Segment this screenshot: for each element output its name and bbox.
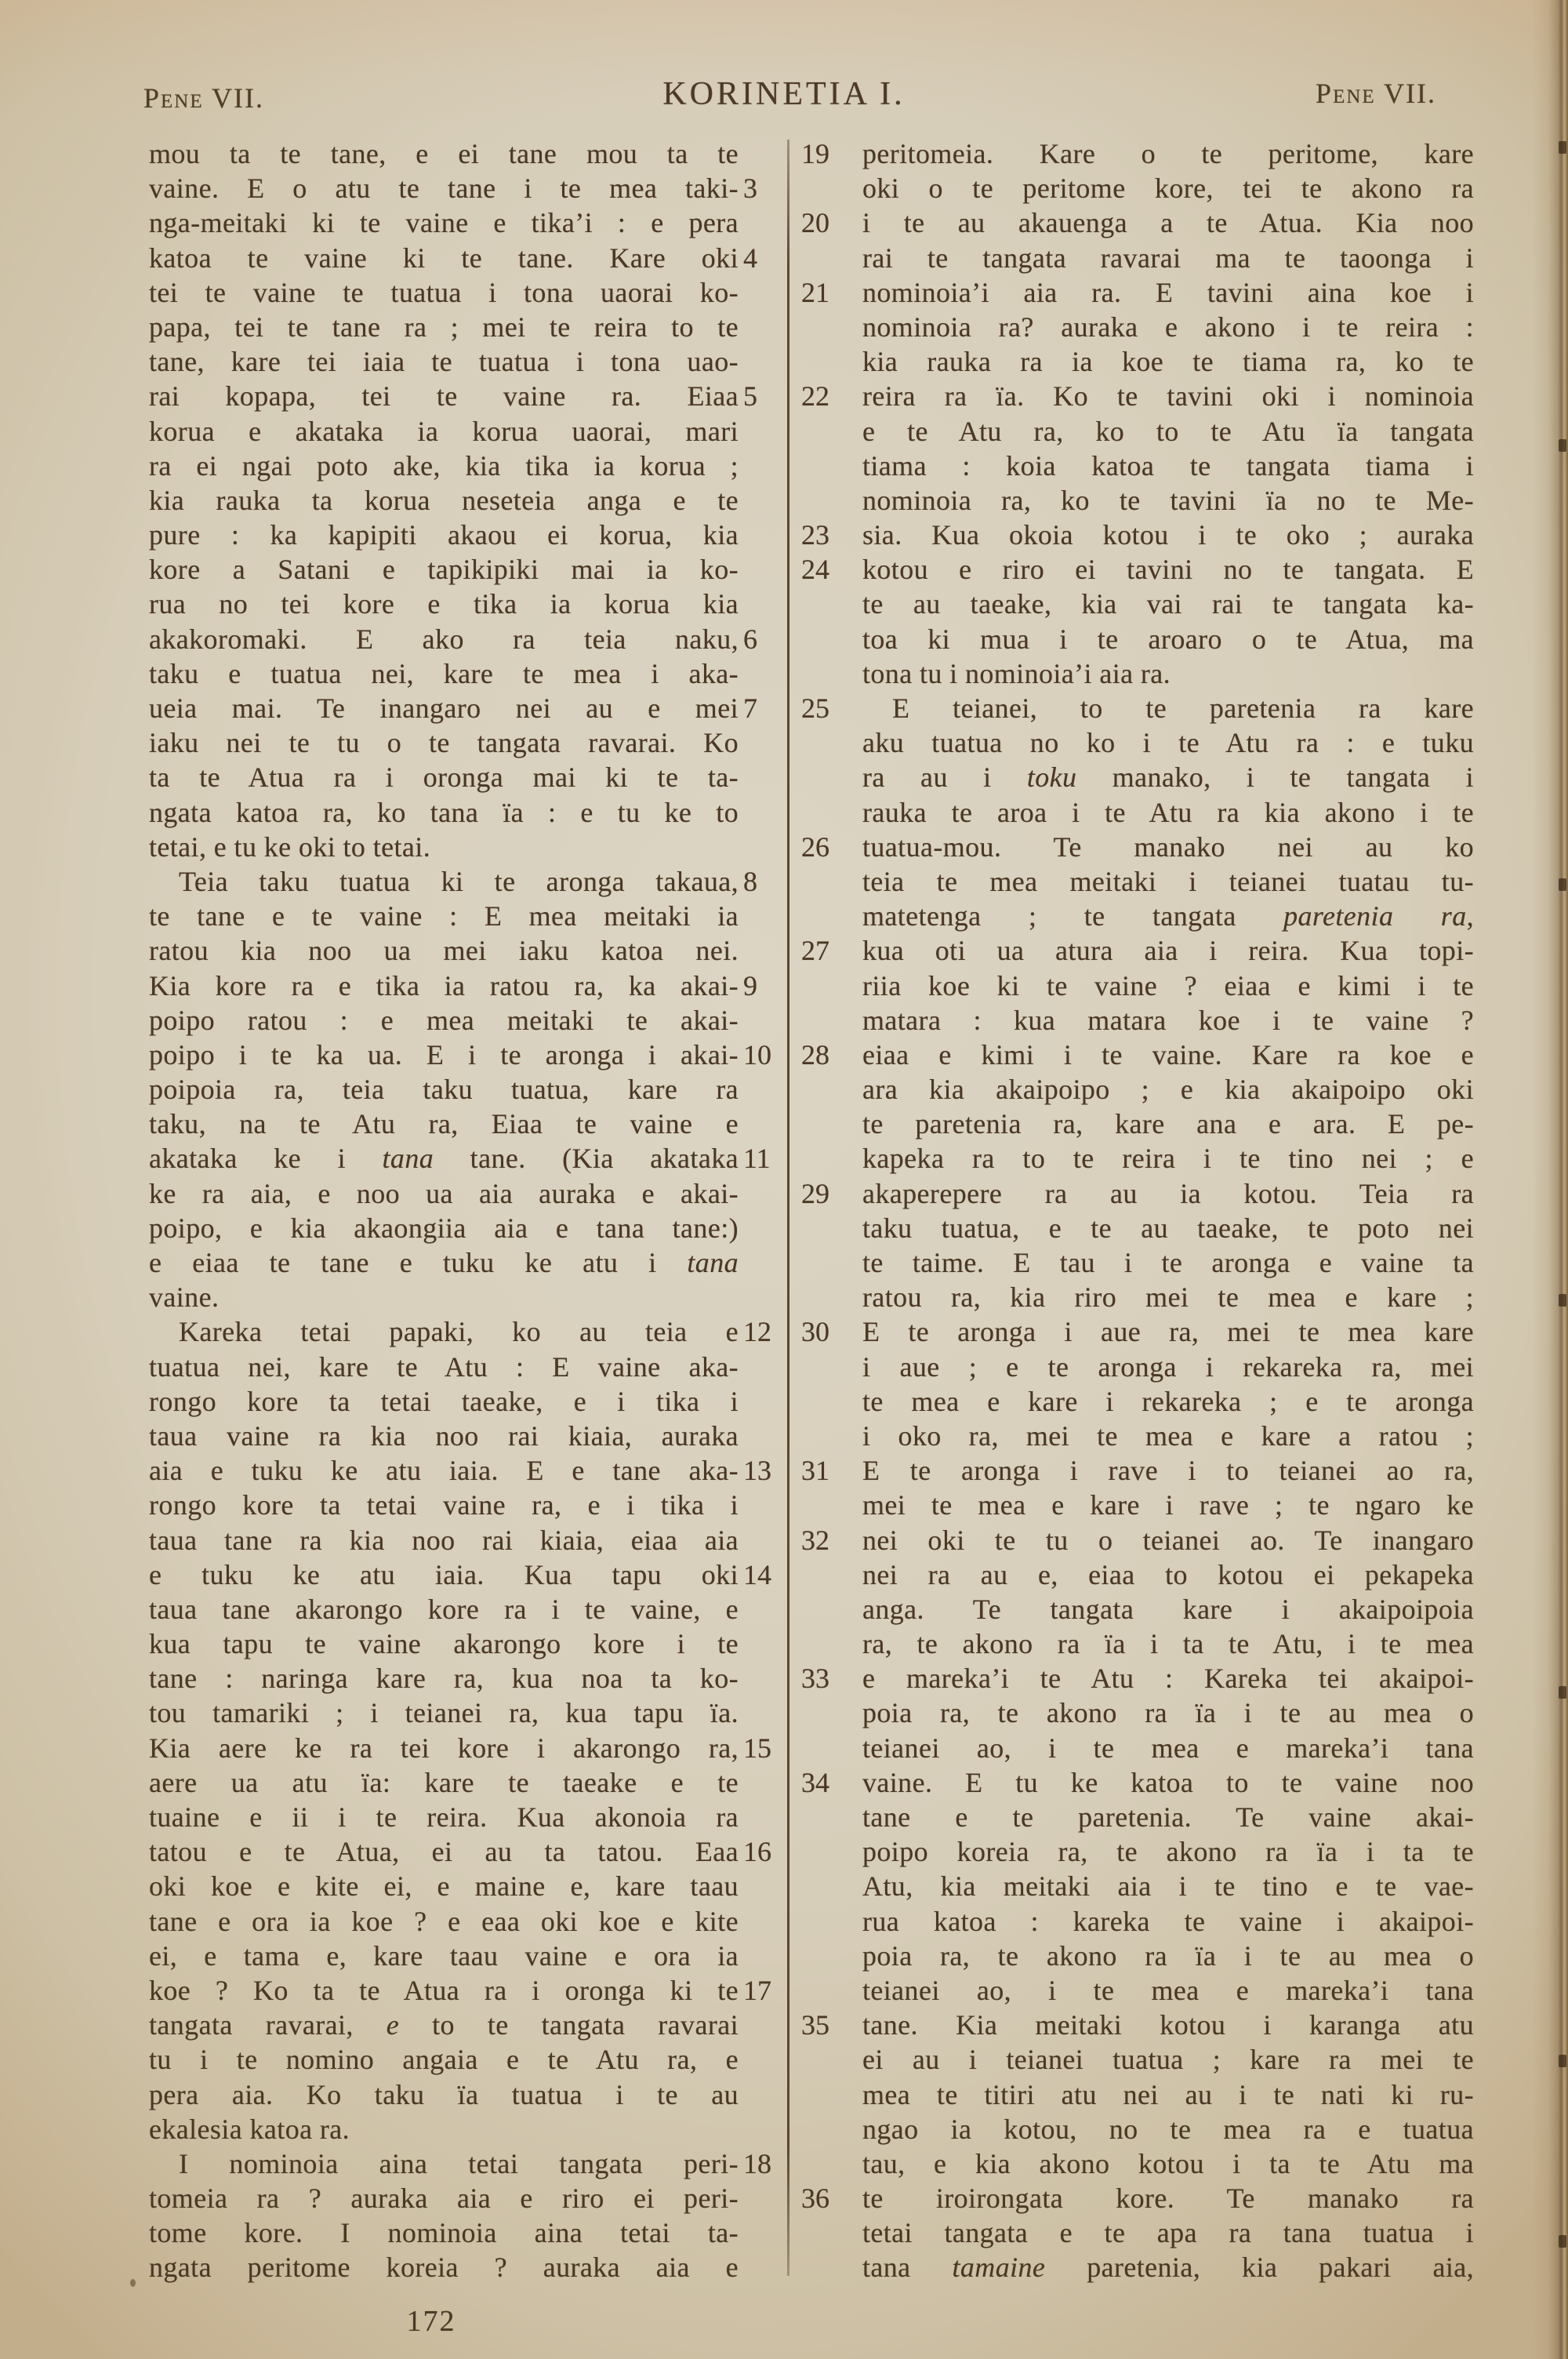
text-line <box>149 1003 739 1038</box>
verse-text: ei, e tama e, kare taau vaine e ora ia <box>149 1939 739 1972</box>
text-line <box>862 864 1474 899</box>
verse-text: ngata peritome koreia ? auraka aia e <box>149 2252 739 2284</box>
verse-number: 33 <box>801 1663 829 1695</box>
text-line <box>862 1834 1474 1869</box>
text-line <box>862 1627 1474 1661</box>
text-line <box>801 691 1474 725</box>
verse-number: 22 <box>801 380 829 413</box>
text-line <box>862 2250 1474 2284</box>
text-line <box>149 1800 739 1834</box>
verse-text: akakoromaki. E ako ra teia naku, <box>149 623 739 655</box>
text-line <box>149 622 757 656</box>
verse-text: tangata ravarai, e to te tangata ravarai <box>149 2009 739 2041</box>
text-line <box>149 1627 739 1661</box>
text-column-right <box>801 136 1474 2285</box>
text-line <box>862 2112 1474 2146</box>
verse-number: 16 <box>743 1836 771 1868</box>
verse-text: taku e tuatua nei, kare te mea i aka- <box>149 657 739 689</box>
text-line <box>149 725 739 760</box>
text-line <box>149 1245 739 1280</box>
text-line <box>801 275 1474 310</box>
text-line <box>149 1523 739 1558</box>
verse-text: kia rauka ta korua neseteia anga e te <box>149 484 739 516</box>
verse-text: nga-meitaki ki te vaine e tika’i : e pera <box>149 207 739 239</box>
verse-text: korua e akataka ia korua uaorai, mari <box>149 415 739 447</box>
text-line <box>801 518 1474 552</box>
text-line <box>862 414 1474 449</box>
verse-number: 3 <box>743 173 757 205</box>
text-line <box>862 1211 1474 1245</box>
text-line <box>149 1765 739 1800</box>
verse-text: i te au akauenga a te Atua. Kia noo <box>862 207 1474 239</box>
verse-text: rongo kore ta tetai vaine ra, e i tika i <box>149 1489 739 1521</box>
verse-number: 15 <box>743 1732 771 1764</box>
text-line <box>801 379 1474 413</box>
verse-text: poipo, e kia akaongiia aia e tana tane:) <box>149 1212 739 1244</box>
verse-text: poipo ratou : e mea meitaki te akai- <box>149 1004 739 1036</box>
text-line <box>149 587 739 621</box>
text-line <box>149 1731 771 1765</box>
verse-text: pera aia. Ko taku ïa tuatua i te au <box>149 2078 739 2110</box>
verse-number: 36 <box>801 2183 829 2215</box>
verse-text: sia. Kua okoia kotou i te oko ; auraka <box>862 519 1474 551</box>
page-edge-shadow <box>1532 0 1568 2359</box>
verse-text: rua katoa : kareka te vaine i akaipoi- <box>862 1905 1474 1937</box>
text-line <box>149 414 739 449</box>
text-line <box>862 1141 1474 1176</box>
text-line <box>149 933 739 968</box>
verse-text: matara : kua matara koe i te vaine ? <box>862 1004 1474 1036</box>
text-line <box>149 1314 771 1349</box>
text-line <box>801 1453 1474 1488</box>
verse-number: 5 <box>743 380 757 413</box>
text-line <box>149 1869 739 1903</box>
text-line <box>149 1973 771 2008</box>
verse-text: pure : ka kapipiti akaou ei korua, kia <box>149 519 739 551</box>
verse-text: vaine. E tu ke katoa to te vaine noo <box>862 1766 1474 1798</box>
verse-number: 10 <box>743 1038 771 1070</box>
text-line <box>149 344 739 379</box>
text-line <box>149 2215 739 2250</box>
text-line <box>862 1350 1474 1384</box>
verse-text: kapeka ra to te reira i te tino nei ; e <box>862 1143 1474 1175</box>
verse-text: peritomeia. Kare o te peritome, kare <box>862 138 1474 169</box>
text-line <box>149 205 739 240</box>
page-number: 172 <box>406 2305 456 2338</box>
verse-text: tona tu i nominoia’i aia ra. <box>862 657 1171 689</box>
page-edge-mark <box>1559 1294 1566 1307</box>
text-line <box>862 483 1474 518</box>
verse-text: iaku nei te tu o te tangata ravarai. Ko <box>149 727 739 759</box>
verse-number: 7 <box>743 692 757 724</box>
running-head-book-title: KORINETIA I. <box>662 76 906 112</box>
verse-number: 19 <box>801 138 829 169</box>
verse-number: 8 <box>743 865 757 897</box>
verse-text: nominoia’i aia ra. E tavini aina koe i <box>862 276 1474 308</box>
verse-text: ra, te akono ra ïa i ta te Atu, i te mea <box>862 1628 1474 1660</box>
verse-number: 28 <box>801 1038 829 1070</box>
verse-text: e tuku ke atu iaia. Kua tapu oki <box>149 1558 739 1590</box>
text-line <box>862 1003 1474 1038</box>
verse-text: katoa te vaine ki te tane. Kare oki <box>149 242 739 274</box>
text-line <box>801 136 1474 171</box>
text-line <box>862 171 1474 205</box>
text-line <box>801 552 1474 587</box>
running-head-chapter-left: Pene VII. <box>143 82 264 114</box>
verse-text: taua tane akarongo kore ra i te vaine, e <box>149 1593 739 1625</box>
verse-text: nominoia ra? auraka e akono i te reira : <box>862 311 1474 343</box>
verse-number: 32 <box>801 1524 829 1556</box>
text-line <box>149 1661 739 1696</box>
verse-text: tei te vaine te tuatua i tona uaorai ko- <box>149 276 739 308</box>
verse-text: tiama : koia katoa te tangata tiama i <box>862 449 1474 482</box>
verse-text: ke ra aia, e noo ua aia auraka e akai- <box>149 1177 739 1209</box>
verse-text: Atu, kia meitaki aia i te tino e te vae- <box>862 1870 1474 1903</box>
verse-text: tu i te nomino angaia e te Atu ra, e <box>149 2044 739 2076</box>
verse-text: te paretenia ra, kare ana e ara. E pe- <box>862 1108 1474 1140</box>
verse-text: vaine. E o atu te tane i te mea taki- <box>149 173 739 205</box>
verse-number: 20 <box>801 207 829 239</box>
text-line <box>149 864 757 899</box>
verse-text: rauka te aroa i te Atu ra kia akono i te <box>862 796 1474 828</box>
text-line <box>149 1696 739 1730</box>
column-divider-rule <box>787 140 789 2276</box>
verse-text: E teianei, to te paretenia ra kare <box>892 692 1474 724</box>
text-line <box>149 136 739 171</box>
verse-text: i oko ra, mei te mea e kare a ratou ; <box>862 1419 1474 1452</box>
verse-text: tou tamariki ; i teianei ra, kua tapu ïa. <box>149 1697 739 1729</box>
text-line <box>801 2008 1474 2042</box>
text-line <box>149 1488 739 1522</box>
verse-number: 27 <box>801 935 829 967</box>
text-line <box>149 1107 739 1141</box>
verse-text: E te aronga i rave i to teianei ao ra, <box>862 1455 1474 1487</box>
text-line <box>149 2181 739 2215</box>
verse-text: ngao ia kotou, no te mea ra e tuatua <box>862 2113 1474 2145</box>
verse-text: tetai tangata e te apa ra tana tuatua i <box>862 2217 1474 2249</box>
text-line <box>862 1696 1474 1730</box>
text-line <box>149 1834 771 1869</box>
text-line <box>862 587 1474 621</box>
verse-number: 14 <box>743 1558 771 1590</box>
verse-text: poipoia ra, teia taku tuatua, kare ra <box>149 1074 739 1106</box>
text-line <box>862 1558 1474 1592</box>
text-line <box>801 205 1474 240</box>
verse-number: 13 <box>743 1455 771 1487</box>
text-line <box>149 2077 739 2112</box>
text-line <box>149 1176 739 1211</box>
verse-text: te mea e kare i rekareka ; e te aronga <box>862 1385 1474 1417</box>
verse-number: 31 <box>801 1455 829 1487</box>
verse-text: mea te titiri atu nei au i te nati ki ru- <box>862 2078 1474 2110</box>
verse-text: vaine. <box>149 1281 220 1314</box>
verse-text: oki o te peritome kore, tei te akono ra <box>862 173 1474 205</box>
page-edge-mark <box>1559 2055 1566 2067</box>
verse-text: te iroirongata kore. Te manako ra <box>862 2183 1474 2215</box>
text-line <box>862 969 1474 1003</box>
text-line <box>149 691 757 725</box>
verse-text: taku tuatua, e te au taeake, te poto nei <box>862 1212 1474 1244</box>
verse-text: Kia kore ra e tika ia ratou ra, ka akai- <box>149 969 739 1001</box>
verse-text: rua no tei kore e tika ia korua kia <box>149 588 739 620</box>
text-line <box>149 275 739 310</box>
text-line <box>149 1072 739 1107</box>
text-line <box>862 1072 1474 1107</box>
verse-text: te au taeake, kia vai rai te tangata ka- <box>862 588 1474 620</box>
text-line <box>862 1245 1474 1280</box>
text-line <box>862 1904 1474 1939</box>
page-edge-mark <box>1559 2235 1566 2248</box>
verse-number: 6 <box>743 623 757 655</box>
verse-text: tane. Kia meitaki kotou i karanga atu <box>862 2009 1474 2041</box>
verse-text: tetai, e tu ke oki to tetai. <box>149 831 431 863</box>
text-line <box>149 310 739 344</box>
verse-text: Teia taku tuatua ki te aronga takaua, <box>179 865 739 897</box>
text-line <box>149 795 739 830</box>
text-line <box>149 1558 771 1592</box>
verse-text: taua vaine ra kia noo rai kiaia, auraka <box>149 1419 739 1452</box>
verse-number: 34 <box>801 1766 829 1798</box>
verse-text: tane : naringa kare ra, kua noa ta ko- <box>149 1663 739 1695</box>
text-line <box>862 344 1474 379</box>
text-line <box>801 1176 1474 1211</box>
verse-text: ueia mai. Te inangaro nei au e mei <box>149 692 739 724</box>
text-line <box>149 449 739 483</box>
text-line <box>149 2042 739 2077</box>
text-line <box>149 1211 739 1245</box>
text-line <box>862 2042 1474 2077</box>
verse-text: tuaine e ii i te reira. Kua akonoia ra <box>149 1801 739 1833</box>
verse-number: 25 <box>801 692 829 724</box>
page-edge-mark <box>1559 141 1566 154</box>
text-line <box>862 1800 1474 1834</box>
verse-text: mou ta te tane, e ei tane mou ta te <box>149 138 739 169</box>
page-edge-mark <box>1559 878 1566 891</box>
text-line <box>801 1314 1474 1349</box>
verse-text: tana tamaine paretenia, kia pakari aia, <box>862 2252 1474 2284</box>
text-line <box>862 1939 1474 1973</box>
text-line <box>801 1038 1474 1072</box>
verse-number: 11 <box>743 1143 771 1175</box>
text-line <box>149 518 739 552</box>
verse-text: taua tane ra kia noo rai kiaia, eiaa aia <box>149 1524 739 1556</box>
text-line <box>862 1592 1474 1627</box>
verse-text: matetenga ; te tangata paretenia ra, <box>862 900 1474 932</box>
text-line <box>149 1592 739 1627</box>
text-line <box>149 760 739 794</box>
verse-text: nominoia ra, ko te tavini ïa no te Me- <box>862 484 1474 516</box>
verse-text: papa, tei te tane ra ; mei te reira to te <box>149 311 739 343</box>
text-line <box>149 552 739 587</box>
verse-text: e te Atu ra, ko to te Atu ïa tangata <box>862 415 1474 447</box>
verse-text: teianei ao, i te mea e mareka’i tana <box>862 1974 1474 2006</box>
verse-text: kotou e riro ei tavini no te tangata. E <box>862 554 1474 586</box>
verse-text: akaperepere ra au ia kotou. Teia ra <box>862 1177 1474 1209</box>
ink-speck <box>130 2279 136 2287</box>
verse-text: Kareka tetai papaki, ko au teia e <box>179 1316 739 1348</box>
verse-text: rai te tangata ravarai ma te taoonga i <box>862 242 1474 274</box>
verse-number: 18 <box>743 2147 771 2179</box>
verse-text: tane, kare tei iaia te tuatua i tona uao- <box>149 346 739 378</box>
verse-text: tane e ora ia koe ? e eaa oki koe e kite <box>149 1905 739 1937</box>
text-line <box>149 2112 739 2146</box>
text-line <box>862 1107 1474 1141</box>
text-line <box>149 2250 739 2284</box>
verse-number: 9 <box>743 969 757 1001</box>
verse-text: rongo kore ta tetai taeake, e i tika i <box>149 1385 739 1417</box>
verse-text: poia ra, te akono ra ïa i te au mea o <box>862 1939 1474 1972</box>
text-line <box>862 1280 1474 1314</box>
verse-text: te taime. E tau i te aronga e vaine ta <box>862 1247 1474 1278</box>
verse-text: I nominoia aina tetai tangata peri- <box>179 2147 739 2179</box>
verse-text: nei ra au e, eiaa to kotou ei pekapeka <box>862 1558 1474 1590</box>
text-line <box>149 1141 771 1176</box>
text-line <box>862 622 1474 656</box>
text-line <box>862 449 1474 483</box>
verse-text: teia te mea meitaki i teianei tuatau tu- <box>862 865 1474 897</box>
text-line <box>862 725 1474 760</box>
text-line <box>801 1523 1474 1558</box>
text-line <box>862 1869 1474 1903</box>
page-edge-mark <box>1559 1686 1566 1699</box>
page-edge-mark <box>1559 439 1566 452</box>
verse-text: i aue ; e te aronga i rekareka ra, mei <box>862 1350 1474 1383</box>
text-line <box>862 760 1474 794</box>
text-line <box>149 1384 739 1419</box>
text-line <box>149 1939 739 1973</box>
verse-text: reira ra ïa. Ko te tavini oki i nominoia <box>862 380 1474 413</box>
verse-number: 12 <box>743 1316 771 1348</box>
verse-text: tome kore. I nominoia aina tetai ta- <box>149 2217 739 2249</box>
verse-text: anga. Te tangata kare i akaipoipoia <box>862 1593 1474 1625</box>
verse-text: mei te mea e kare i rave ; te ngaro ke <box>862 1489 1474 1521</box>
verse-text: riia koe ki te vaine ? eiaa e kimi i te <box>862 969 1474 1001</box>
verse-text: ratou kia noo ua mei iaku katoa nei. <box>149 935 739 967</box>
verse-number: 29 <box>801 1177 829 1209</box>
verse-text: poia ra, te akono ra ïa i te au mea o <box>862 1697 1474 1729</box>
verse-text: aku tuatua no ko i te Atu ra : e tuku <box>862 727 1474 759</box>
text-line <box>149 2146 771 2181</box>
text-line <box>862 1488 1474 1522</box>
verse-text: ara kia akaipoipo ; e kia akaipoipo oki <box>862 1074 1474 1106</box>
verse-number: 24 <box>801 554 829 586</box>
verse-text: ra au i toku manako, i te tangata i <box>862 761 1474 794</box>
verse-text: taku, na te Atu ra, Eiaa te vaine e <box>149 1108 739 1140</box>
text-line <box>862 795 1474 830</box>
verse-number: 26 <box>801 831 829 863</box>
verse-text: toa ki mua i te aroaro o te Atua, ma <box>862 623 1474 655</box>
verse-number: 21 <box>801 276 829 308</box>
verse-text: kua oti ua atura aia i reira. Kua topi- <box>862 935 1474 967</box>
verse-text: te tane e te vaine : E mea meitaki ia <box>149 900 739 932</box>
text-column-left <box>149 136 771 2285</box>
text-line <box>862 899 1474 933</box>
text-line <box>149 969 757 1003</box>
verse-text: ra ei ngai poto ake, kia tika ia korua ; <box>149 449 739 482</box>
text-line <box>149 1453 771 1488</box>
running-head <box>0 75 1568 122</box>
verse-text: tatou e te Atua, ei au ta tatou. Eaa <box>149 1836 739 1868</box>
verse-text: tuatua nei, kare te Atu : E vaine aka- <box>149 1350 739 1383</box>
text-line <box>149 1280 739 1314</box>
running-head-chapter-right: Pene VII. <box>1316 78 1436 109</box>
verse-text: nei oki te tu o teianei ao. Te inangaro <box>862 1524 1474 1556</box>
text-line <box>149 1350 739 1384</box>
verse-text: akataka ke i tana tane. (Kia akataka <box>149 1143 739 1175</box>
verse-text: rai kopapa, tei te vaine ra. Eiaa <box>149 380 739 413</box>
verse-text: ratou ra, kia riro mei te mea e kare ; <box>862 1281 1474 1314</box>
text-line <box>862 2077 1474 2112</box>
text-line <box>149 1038 771 1072</box>
text-line <box>862 1419 1474 1453</box>
verse-text: kua tapu te vaine akarongo kore i te <box>149 1628 739 1660</box>
verse-text: ngata katoa ra, ko tana ïa : e tu ke to <box>149 796 739 828</box>
text-line <box>862 1384 1474 1419</box>
verse-number: 17 <box>743 1974 771 2006</box>
text-line <box>862 310 1474 344</box>
text-line <box>149 483 739 518</box>
text-line <box>801 933 1474 968</box>
text-line <box>149 1419 739 1453</box>
text-line <box>149 379 757 413</box>
text-line <box>801 830 1474 864</box>
text-line <box>149 171 757 205</box>
text-line <box>862 656 1474 691</box>
verse-number: 35 <box>801 2009 829 2041</box>
verse-number: 30 <box>801 1316 829 1348</box>
verse-text: e mareka’i te Atu : Kareka tei akaipoi- <box>862 1663 1474 1695</box>
verse-text: ei au i teianei tuatua ; kare ra mei te <box>862 2044 1474 2076</box>
verse-text: aia e tuku ke atu iaia. E e tane aka- <box>149 1455 739 1487</box>
verse-text: E te aronga i aue ra, mei te mea kare <box>862 1316 1474 1348</box>
verse-text: Kia aere ke ra tei kore i akarongo ra, <box>149 1732 739 1764</box>
verse-text: ekalesia katoa ra. <box>149 2113 350 2145</box>
verse-text: tomeia ra ? auraka aia e riro ei peri- <box>149 2183 739 2215</box>
verse-text: tane e te paretenia. Te vaine akai- <box>862 1801 1474 1833</box>
verse-text: aere ua atu ïa: kare te taeake e te <box>149 1766 739 1798</box>
verse-text: koe ? Ko ta te Atua ra i oronga ki te <box>149 1974 739 2006</box>
text-line <box>149 656 739 691</box>
text-line <box>801 1661 1474 1696</box>
text-line <box>862 2146 1474 2181</box>
text-line <box>862 2215 1474 2250</box>
text-line <box>149 830 739 864</box>
verse-number: 23 <box>801 519 829 551</box>
verse-number: 4 <box>743 242 757 274</box>
text-line <box>149 899 739 933</box>
text-line <box>862 241 1474 275</box>
verse-text: ta te Atua ra i oronga mai ki te ta- <box>149 761 739 794</box>
verse-text: tau, e kia akono kotou i ta te Atu ma <box>862 2147 1474 2179</box>
verse-text: tuatua-mou. Te manako nei au ko <box>862 831 1474 863</box>
text-line <box>149 2008 739 2042</box>
verse-text: oki koe e kite ei, e maine e, kare taau <box>149 1870 739 1903</box>
verse-text: kia rauka ra ia koe te tiama ra, ko te <box>862 346 1474 378</box>
verse-text: eiaa e kimi i te vaine. Kare ra koe e <box>862 1038 1474 1070</box>
text-line <box>801 1765 1474 1800</box>
verse-text: kore a Satani e tapikipiki mai ia ko- <box>149 554 739 586</box>
verse-text: poipo i te ka ua. E i te aronga i akai- <box>149 1038 739 1070</box>
verse-text: teianei ao, i te mea e mareka’i tana <box>862 1732 1474 1764</box>
text-line <box>862 1731 1474 1765</box>
verse-text: e eiaa te tane e tuku ke atu i tana <box>149 1247 739 1278</box>
text-line <box>801 2181 1474 2215</box>
text-line <box>862 1973 1474 2008</box>
verse-text: poipo koreia ra, te akono ra ïa i ta te <box>862 1836 1474 1868</box>
text-line <box>149 241 757 275</box>
text-line <box>149 1904 739 1939</box>
